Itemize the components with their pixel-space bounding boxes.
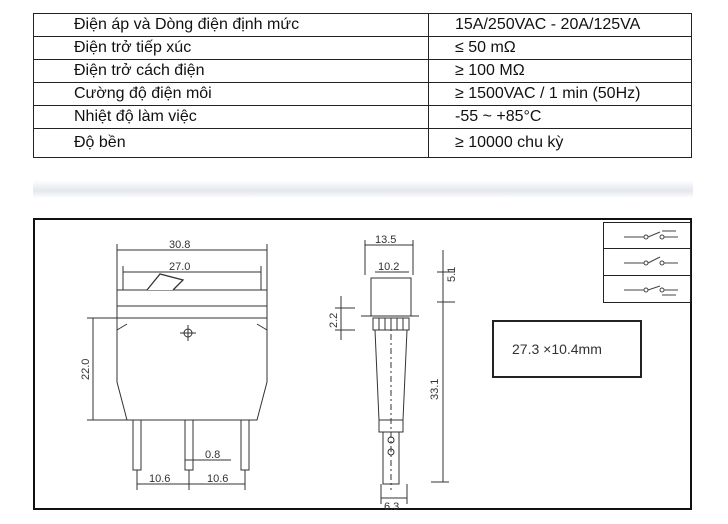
spec-table <box>33 13 692 158</box>
dim-label: 30.8 <box>169 239 191 251</box>
dim-label: 22.0 <box>80 358 92 380</box>
dim-label: 33.1 <box>429 378 441 400</box>
schematic-cell <box>603 222 691 249</box>
table-row <box>34 129 692 158</box>
dim-label: 27.0 <box>169 261 191 273</box>
technical-drawing <box>33 218 692 510</box>
switch-schematic-icon <box>604 249 692 275</box>
rocker-frame <box>117 290 267 312</box>
spec-value: -55 ~ +85°C <box>429 106 692 129</box>
spec-label: Điện trở cách điện <box>34 60 429 83</box>
side-cap <box>371 278 411 316</box>
dim-label: 0.8 <box>205 449 221 461</box>
spec-label: Độ bền <box>34 129 429 158</box>
spec-value: ≤ 50 mΩ <box>429 37 692 60</box>
pin-left <box>133 420 141 470</box>
spec-value: ≥ 10000 chu kỳ <box>429 129 692 158</box>
dim-label: 5.1 <box>446 266 458 282</box>
table-row <box>34 37 692 60</box>
pin-middle <box>185 420 193 470</box>
spec-label: Điện áp và Dòng điện định mức <box>34 14 429 37</box>
table-row <box>34 60 692 83</box>
bezel <box>117 306 267 318</box>
dim-label: 10.2 <box>378 261 400 273</box>
dim-label: 6.3 <box>384 501 400 512</box>
switch-schematic-icon <box>604 223 692 249</box>
dim-label: 10.6 <box>207 473 229 485</box>
rocker-button <box>147 274 183 290</box>
side-view <box>335 240 455 504</box>
table-row <box>34 83 692 106</box>
table-row <box>34 106 692 129</box>
spec-value: 15A/250VAC - 20A/125VA <box>429 14 692 37</box>
switch-schematics <box>603 222 691 304</box>
clip-left <box>117 324 127 330</box>
schematic-cell <box>603 276 691 303</box>
clip-right <box>257 324 267 330</box>
dim-label: 13.5 <box>375 234 397 246</box>
table-row <box>34 14 692 37</box>
spec-value: ≥ 1500VAC / 1 min (50Hz) <box>429 83 692 106</box>
size-label: 27.3 ×10.4mm <box>512 341 602 357</box>
front-view <box>87 244 267 490</box>
spec-label: Nhiệt độ làm việc <box>34 106 429 129</box>
spec-label: Điện trở tiếp xúc <box>34 37 429 60</box>
spec-label: Cường độ điện môi <box>34 83 429 106</box>
schematic-cell <box>603 249 691 276</box>
pin-right <box>241 420 249 470</box>
spec-value: ≥ 100 MΩ <box>429 60 692 83</box>
size-label-box <box>492 320 642 378</box>
switch-schematic-icon <box>604 276 692 302</box>
divider-band <box>33 180 693 198</box>
dim-label: 2.2 <box>328 312 340 328</box>
dim-label: 10.6 <box>149 473 171 485</box>
